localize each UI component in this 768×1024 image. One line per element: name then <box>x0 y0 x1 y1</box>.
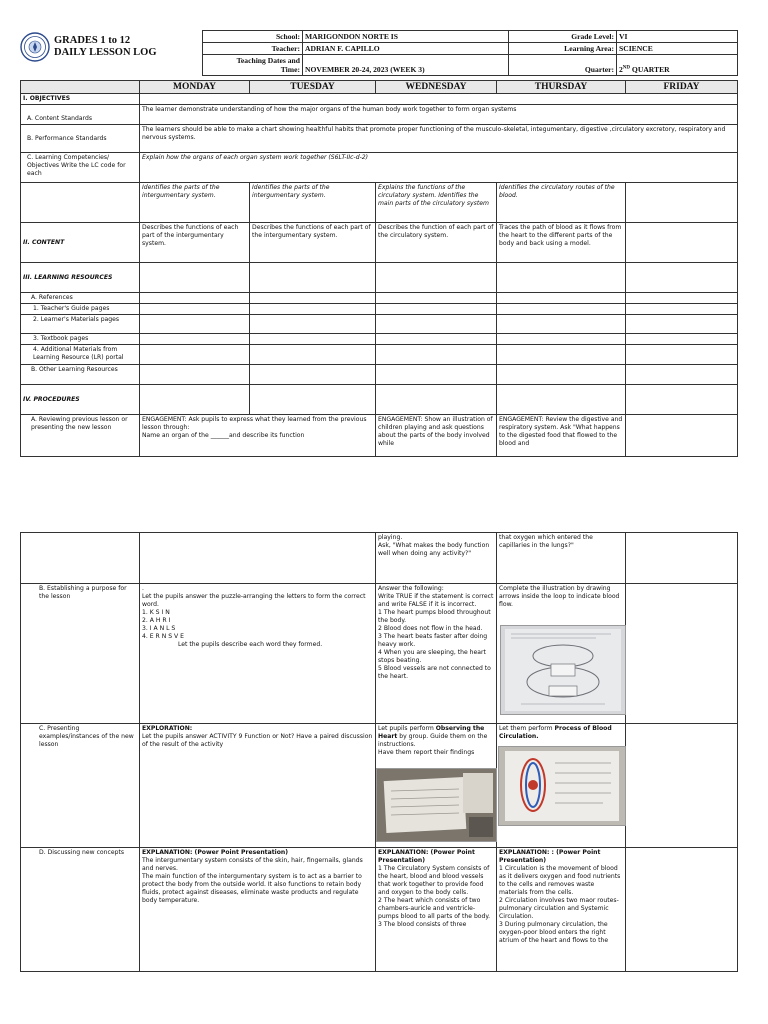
reviewing-monday-line-1: ENGAGEMENT: Ask pupils to express what they learned from the previous lesson through: <box>142 416 367 432</box>
title-line-2: DAILY LESSON LOG <box>54 47 157 58</box>
continued-friday <box>626 533 738 584</box>
reviewing-friday <box>626 415 738 457</box>
teacher-label: Teacher: <box>203 43 303 55</box>
header-info-table <box>202 30 738 76</box>
presenting-thursday-pre: Let them perform <box>499 725 555 732</box>
purpose-monday <box>140 584 376 724</box>
presenting-wednesday-activity: Observing the Heart <box>378 725 485 741</box>
grade-label: Grade Level: <box>509 31 617 43</box>
procedures-heading: IV. PROCEDURES <box>21 385 140 415</box>
dates-value: NOVEMBER 20-24, 2023 (WEEK 3) <box>303 55 509 76</box>
performance-standards-label: B. Performance Standards <box>21 125 140 153</box>
objectives-empty <box>140 94 738 105</box>
area-label: Learning Area: <box>509 43 617 55</box>
grade-value: VI <box>617 31 738 43</box>
discussing-monday-heading: EXPLANATION: (Power Point Presentation) <box>142 849 289 856</box>
objectives-heading: I. OBJECTIVES <box>21 94 140 105</box>
discussing-wednesday-text: 1 The Circulatory System consists of the heart, blood and blood vessels that work together to provide food and oxygen to the body cells. 2 The heart which consists of two chambers-auricle and ventricle-pumps blood to all parts of the body. 3 The blood consists of three <box>378 865 491 929</box>
presenting-monday-text: Let the pupils answer ACTIVITY 9 Function or Not? Have a paired discussion of the result of the activity <box>142 733 373 749</box>
competencies-text: Explain how the organs of each organ system work together (S6LT-IIc-d-2) <box>140 153 738 183</box>
quarter-value <box>617 55 738 76</box>
presenting-wednesday-post: by group. Guide them on the instructions. Have them report their findings <box>378 733 488 757</box>
corner-cell <box>21 81 140 94</box>
content-thursday: Traces the path of blood as it flows from the heart to the different parts of the body and back using a model. <box>497 223 626 263</box>
content-standards-label: A. Content Standards <box>21 105 140 125</box>
competencies-label: C. Learning Competencies/ Objectives Write the LC code for each <box>21 153 140 183</box>
purpose-wednesday: Answer the following: Write TRUE if the statement is correct and write FALSE if it is incorrect. 1 The heart pumps blood throughout the body. 2 Blood does not flow in the head. 3 The heart beats faster after doing heavy work. 4 When you are sleeping, the heart stops beating. 5 Blood vessels are not connected to the heart. <box>376 584 497 724</box>
purpose-monday-puzzle: . Let the pupils answer the puzzle-arranging the letters to form the correct word. 1. K S I N 2. A H R I 3. I A N L S 4. E R N S V E <box>142 585 366 641</box>
day-header-friday: FRIDAY <box>626 81 738 94</box>
presenting-monday <box>140 724 376 848</box>
day-header-tuesday: TUESDAY <box>250 81 376 94</box>
additional-materials-label: 4. Additional Materials from Learning Resource (LR) portal <box>21 345 140 365</box>
teacher-value: ADRIAN F. CAPILLO <box>303 43 509 55</box>
tg-pages-label: 1. Teacher's Guide pages <box>21 304 140 315</box>
discussing-thursday-heading: EXPLANATION: : (Power Point Presentation) <box>499 849 601 865</box>
title-line-1: GRADES 1 to 12 <box>54 35 131 46</box>
day-header-monday: MONDAY <box>140 81 250 94</box>
reviewing-monday <box>140 415 376 457</box>
day-header-wednesday: WEDNESDAY <box>376 81 497 94</box>
learning-resources-heading: III. LEARNING RESOURCES <box>21 263 140 293</box>
discussing-friday <box>626 848 738 972</box>
deped-seal-logo <box>20 32 50 62</box>
document-title <box>54 35 157 59</box>
discussing-monday <box>140 848 376 972</box>
day-header-thursday: THURSDAY <box>497 81 626 94</box>
school-value: MARIGONDON NORTE IS <box>303 31 509 43</box>
content-monday: Describes the functions of each part of the intergumentary system. <box>140 223 250 263</box>
observing-heart-activity-photo <box>376 768 497 842</box>
discussing-thursday-text: 1 Circulation is the movement of blood as it delivers oxygen and food nutrients to the cells and removes waste materials from the cells. 2 Circulation involves two maor routes-pulmonary circulation and Systemic Circulation. 3 During pulmonary circulation, the oxygen-poor blood enters the right atrium of the heart and flows to the <box>499 865 621 945</box>
objective-thursday: Identifies the circulatory routes of the blood. <box>497 183 626 223</box>
objective-friday <box>626 183 738 223</box>
purpose-friday <box>626 584 738 724</box>
objective-tuesday: Identifies the parts of the intergumentary system. <box>250 183 376 223</box>
lesson-log-table-page-1 <box>20 80 738 457</box>
discussing-thursday <box>497 848 626 972</box>
reviewing-monday-line-2: Name an organ of the ______and describe its function <box>142 432 305 440</box>
quarter-word: QUARTER <box>630 65 670 74</box>
continued-thursday: that oxygen which entered the capillaries in the lungs?" <box>497 533 626 584</box>
quarter-suffix: ND <box>622 65 631 71</box>
quarter-number: 2 <box>619 65 623 74</box>
purpose-monday-describe: Let the pupils describe each word they formed. <box>178 641 323 649</box>
content-wednesday: Describes the function of each part of the circulatory system. <box>376 223 497 263</box>
continued-monday <box>140 533 376 584</box>
content-heading: II. CONTENT <box>21 223 140 263</box>
objective-wednesday: Explains the functions of the circulatory system. Identifies the main parts of the circulatory system <box>376 183 497 223</box>
textbook-pages-label: 3. Textbook pages <box>21 334 140 345</box>
reviewing-label: A. Reviewing previous lesson or presenting the new lesson <box>21 415 140 457</box>
lm-pages-label: 2. Learner's Materials pages <box>21 315 140 334</box>
continued-wednesday: playing. Ask, "What makes the body function well when doing any activity?" <box>376 533 497 584</box>
quarter-label: Quarter: <box>509 55 617 76</box>
dates-label-line-2: Time: <box>280 65 300 74</box>
lesson-log-table-page-2 <box>20 532 738 972</box>
presenting-thursday-activity: Process of Blood Circulation. <box>499 725 612 741</box>
presenting-monday-heading: EXPLORATION: <box>142 725 193 732</box>
presenting-thursday-text <box>499 725 623 741</box>
school-label: School: <box>203 31 303 43</box>
presenting-wednesday-pre: Let pupils perform <box>378 725 436 732</box>
content-tuesday: Describes the functions of each part of the intergumentary system. <box>250 223 376 263</box>
references-label: A. References <box>21 293 140 304</box>
blood-flow-worksheet-photo <box>500 625 626 715</box>
discussing-wednesday-heading: EXPLANATION: (Power Point Presentation) <box>378 849 475 865</box>
content-standards-text: The learner demonstrate understanding of how the major organs of the human body work together to form organ systems <box>140 105 738 125</box>
discussing-monday-text: The intergumentary system consists of the skin, hair, fingernails, glands and nerves. The main function of the intergumentary system is to act as a barrier to protect the body from the outside world. It also functions to retain body fluids, protect against diseases, eliminate waste products and regulate body temperature. <box>142 857 363 905</box>
reviewing-wednesday: ENGAGEMENT: Show an illustration of children playing and ask questions about the parts of the body involved while <box>376 415 497 457</box>
discussing-label: D. Discussing new concepts <box>21 848 140 972</box>
continued-label <box>21 533 140 584</box>
purpose-label: B. Establishing a purpose for the lesson <box>21 584 140 724</box>
dates-label <box>203 55 303 76</box>
presenting-friday <box>626 724 738 848</box>
area-value: SCIENCE <box>617 43 738 55</box>
presenting-wednesday-text <box>378 725 494 757</box>
objective-monday: Identifies the parts of the intergumentary system. <box>140 183 250 223</box>
reviewing-thursday: ENGAGEMENT: Review the digestive and respiratory system. Ask "What happens to the digested food that flowed to the blood and <box>497 415 626 457</box>
purpose-thursday-text: Complete the illustration by drawing arrows inside the loop to indicate blood flow. <box>499 585 620 609</box>
performance-standards-text: The learners should be able to make a chart showing healthful habits that promote proper functioning of the musculo-skeletal, integumentary, digestive ,circulatory excretory, respiratory and nervous systems. <box>140 125 738 153</box>
presenting-label: C. Presenting examples/instances of the new lesson <box>21 724 140 848</box>
objectives-row-label <box>21 183 140 223</box>
content-friday <box>626 223 738 263</box>
discussing-wednesday <box>376 848 497 972</box>
dates-label-line-1: Teaching Dates and <box>236 56 300 65</box>
blood-circulation-chart-photo <box>498 746 626 826</box>
other-resources-label: B. Other Learning Resources <box>21 365 140 385</box>
